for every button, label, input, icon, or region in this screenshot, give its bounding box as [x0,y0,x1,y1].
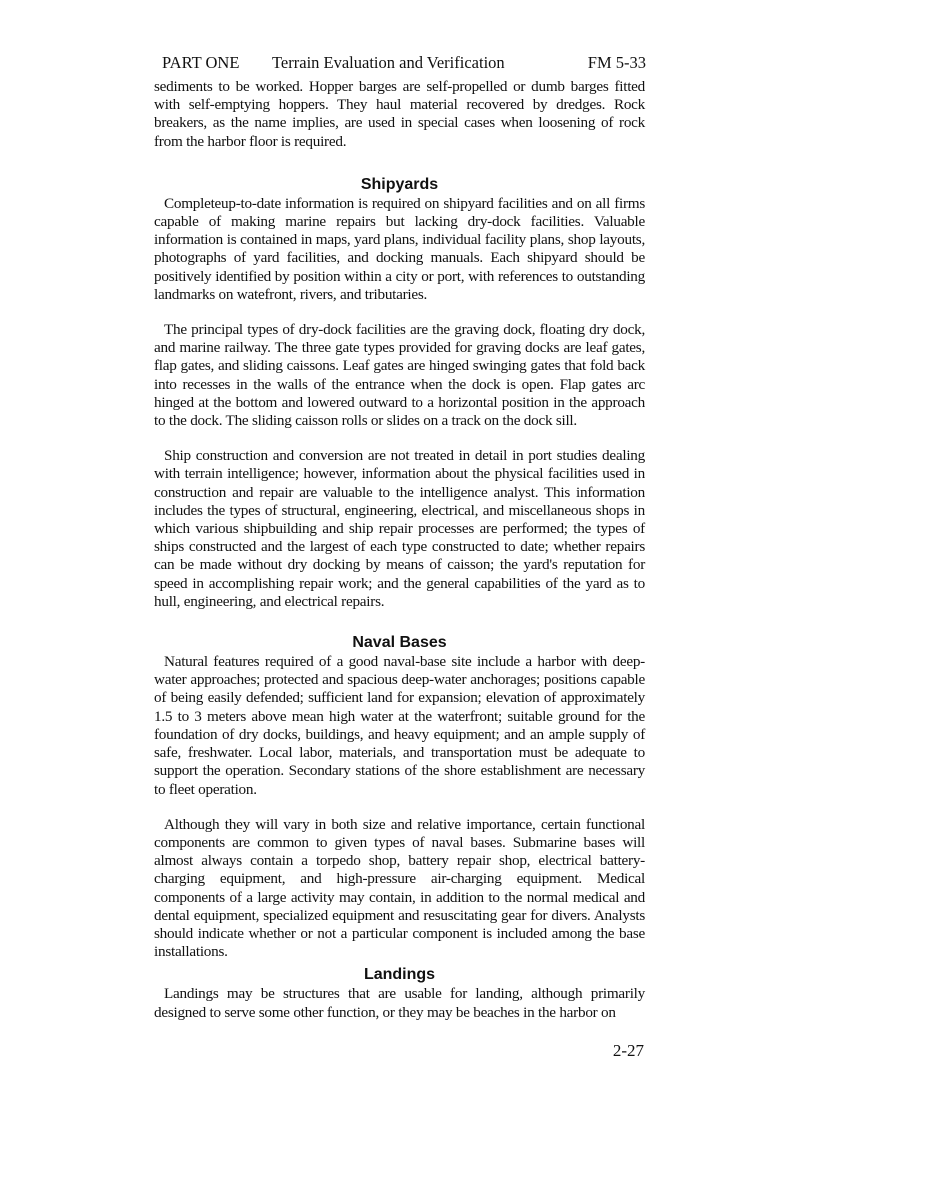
landings-paragraph-1: Landings may be structures that are usable for landing, although primarily designed to serve some other function, or they may be beaches in the harbor on [154,985,645,1021]
naval-bases-paragraph-2: Although they will vary in both size and relative importance, certain functional components are common to given types of naval bases. Submarine bases will almost always contain a torpedo shop, battery repair shop, electrical battery-charging equipment, and high-pressure air-charging equipment. Medical components of a large activity may contain, in addition to the normal medical and dental equipment, specialized equipment and resuscitating gear for divers. Analysts should indicate whether or not a particular component is included among the base installations. [154,815,645,961]
shipyards-paragraph-1: Completeup-to-date information is required on shipyard facilities and on all firms capable of making marine repairs but lacking dry-dock facilities. Valuable information is contained in maps, yard plans, individual facility plans, shop layouts, photographs of yard facilities, and docking manuals. Each shipyard should be positively identified by position within a city or port, with references to outstanding landmarks on watefront, rivers, and tributaries. [154,194,645,303]
page-number: 2-27 [612,1041,644,1060]
naval-bases-paragraph-1: Natural features required of a good naval-base site include a harbor with deep-water approaches; protected and spacious deep-water anchorages; positions capable of being easily defended; sufficient land for expansion; elevation of approximately 1.5 to 3 meters above mean high water at the waterfront; suitable ground for the foundation of dry docks, buildings, and heavy equipment; and an ample supply of safe, freshwater. Local labor, materials, and transportation must be adequate to support the operation. Secondary stations of the shore establishment are necessary to fleet operation. [154,653,645,798]
section-heading-shipyards: Shipyards [360,175,439,193]
section-heading-landings: Landings [363,966,436,984]
page-body [154,78,645,1022]
intro-paragraph: sediments to be worked. Hopper barges are self-propelled or dumb barges fitted with self-emptying hoppers. They haul material recovered by dredges. Rock breakers, as the name implies, are used in special cases when loosening of rock from the harbor floor is required. [154,78,645,150]
page-header [162,52,646,76]
header-title: Terrain Evaluation and Verification [272,53,505,72]
section-heading-naval-bases: Naval Bases [352,634,447,652]
header-manual-code: FM 5-33 [587,53,646,72]
shipyards-paragraph-3: Ship construction and conversion are not treated in detail in port studies dealing with terrain intelligence; however, information about the physical facilities used in construction and repair are valuable to the intelligence analyst. This information includes the types of structural, engineering, electrical, and miscellaneous shops in which various shipbuilding and ship repair processes are performed; the types of ships constructed and the largest of each type constructed to date; whether repairs can be made without dry docking by means of caisson; the yard's reputation for speed in accomplishing repair work; and the general capabilities of the yard as to hull, engineering, and electrical repairs. [154,447,645,610]
header-part: PART ONE [162,53,240,72]
shipyards-paragraph-2: The principal types of dry-dock facilities are the graving dock, floating dry dock, and marine railway. The three gate types provided for graving docks are leaf gates, flap gates, and sliding caissons. Leaf gates are hinged swinging gates that fold back into recesses in the walls of the entrance when the dock is open. Flap gates arc hinged at the bottom and lowered outward to a horizontal position in the approach to the dock. The sliding caisson rolls or slides on a track on the dock sill. [154,321,645,430]
